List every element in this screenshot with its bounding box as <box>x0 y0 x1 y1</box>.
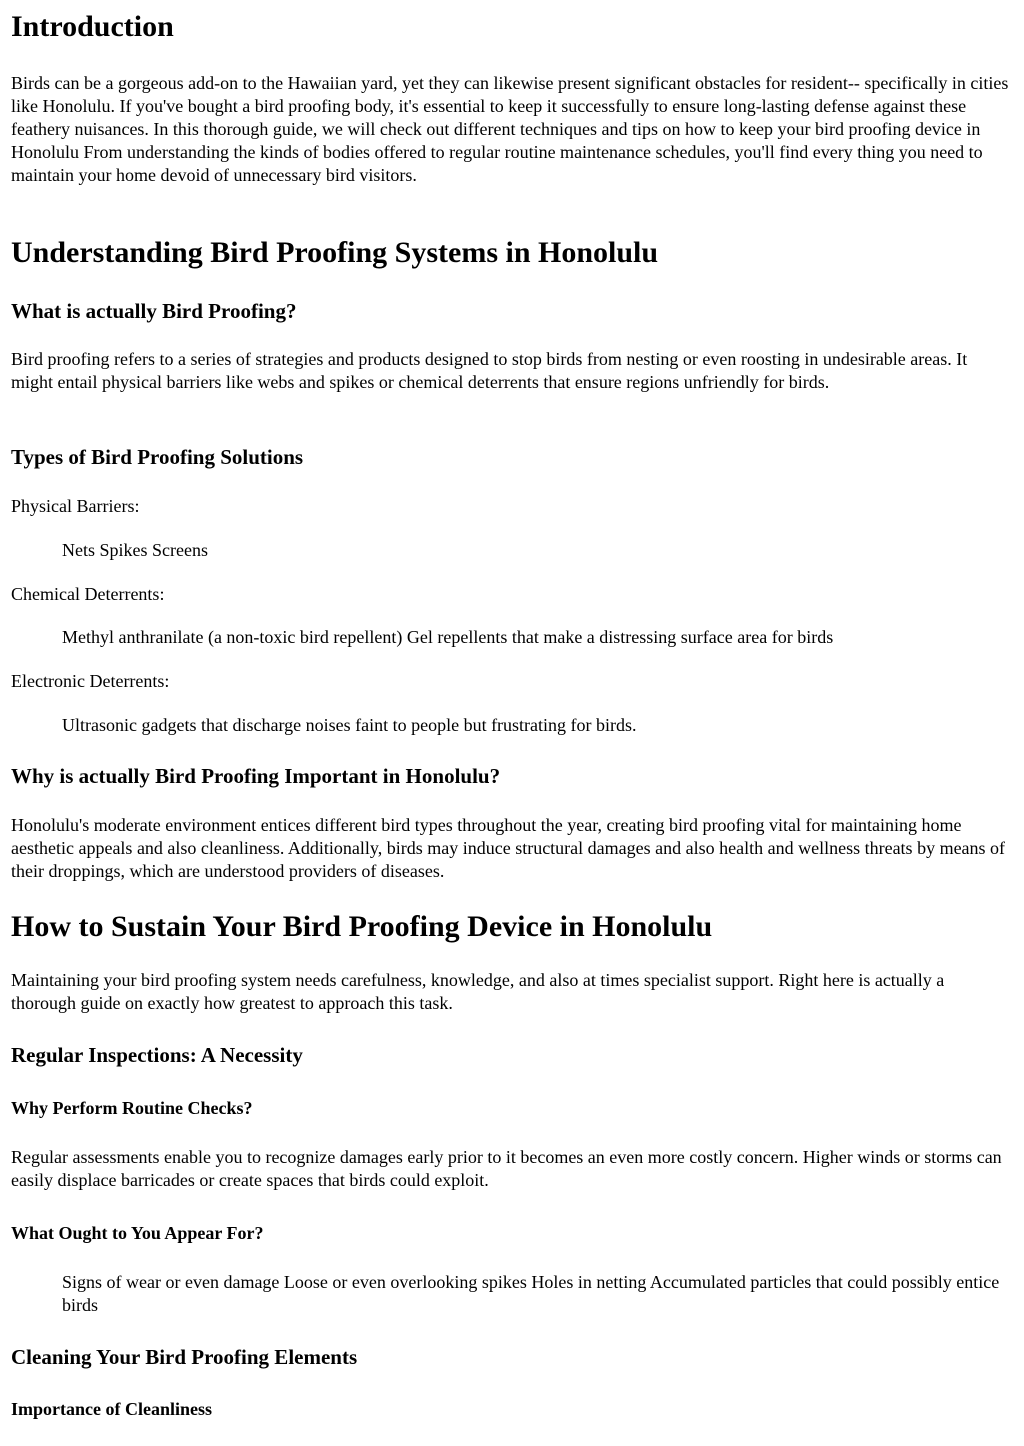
look-for-heading: What Ought to You Appear For? <box>11 1223 264 1243</box>
what-paragraph: Bird proofing refers to a series of strategies and products designed to stop birds from nesting or even roosting in undesirable areas. It might entail physical barriers like webs and spikes or chemical deterrents that ensure regions unfriendly for birds. <box>11 349 968 392</box>
cleanliness-heading: Importance of Cleanliness <box>11 1399 212 1419</box>
intro-paragraph: Birds can be a gorgeous add-on to the Hawaiian yard, yet they can likewise present significant obstacles for resident-- specifically in cities like Honolulu. If you've bought a bird proofing body, it's essential to keep it successfully to ensure long-lasting defense against these feathery nuisances. In this thorough guide, we will check out different techniques and tips on how to keep your bird proofing device in Honolulu From understanding the kinds of bodies offered to regular routine maintenance schedules, you'll find every thing you need to maintain your home devoid of unnecessary bird visitors. <box>11 73 1009 185</box>
understanding-heading: Understanding Bird Proofing Systems in Honolulu <box>11 236 659 269</box>
type-label-physical: Physical Barriers: <box>11 496 140 516</box>
sustain-paragraph: Maintaining your bird proofing system needs carefulness, knowledge, and also at times specialist support. Right here is actually a thorough guide on exactly how greatest to approach this task. <box>11 970 945 1013</box>
why-paragraph: Honolulu's moderate environment entices different bird types throughout the year, creating bird proofing vital for maintaining home aesthetic appeals and also cleanliness. Additionally, birds may induce structural damages and also health and wellness threats by means of their droppings, which are understood providers of diseases. <box>11 815 1006 881</box>
why-checks-heading: Why Perform Routine Checks? <box>11 1098 253 1118</box>
why-checks-paragraph: Regular assessments enable you to recognize damages early prior to it becomes an even more costly concern. Higher winds or storms can easily displace barricades or create spaces that birds could exploit. <box>11 1147 1002 1190</box>
types-heading: Types of Bird Proofing Solutions <box>11 445 304 469</box>
what-heading: What is actually Bird Proofing? <box>11 299 297 323</box>
look-for-detail: Signs of wear or even damage Loose or even overlooking spikes Holes in netting Accumulated particles that could possibly entice birds <box>62 1272 1000 1315</box>
sustain-heading: How to Sustain Your Bird Proofing Device in Honolulu <box>11 910 713 943</box>
inspections-heading: Regular Inspections: A Necessity <box>11 1043 303 1067</box>
intro-heading: Introduction <box>11 10 174 43</box>
type-detail-physical: Nets Spikes Screens <box>62 540 208 560</box>
type-label-electronic: Electronic Deterrents: <box>11 671 170 691</box>
why-heading: Why is actually Bird Proofing Important in Honolulu? <box>11 764 501 788</box>
type-label-chemical: Chemical Deterrents: <box>11 584 165 604</box>
cleaning-heading: Cleaning Your Bird Proofing Elements <box>11 1345 358 1369</box>
type-detail-chemical: Methyl anthranilate (a non-toxic bird repellent) Gel repellents that make a distressing surface area for birds <box>62 627 834 647</box>
type-detail-electronic: Ultrasonic gadgets that discharge noises faint to people but frustrating for birds. <box>62 715 637 735</box>
